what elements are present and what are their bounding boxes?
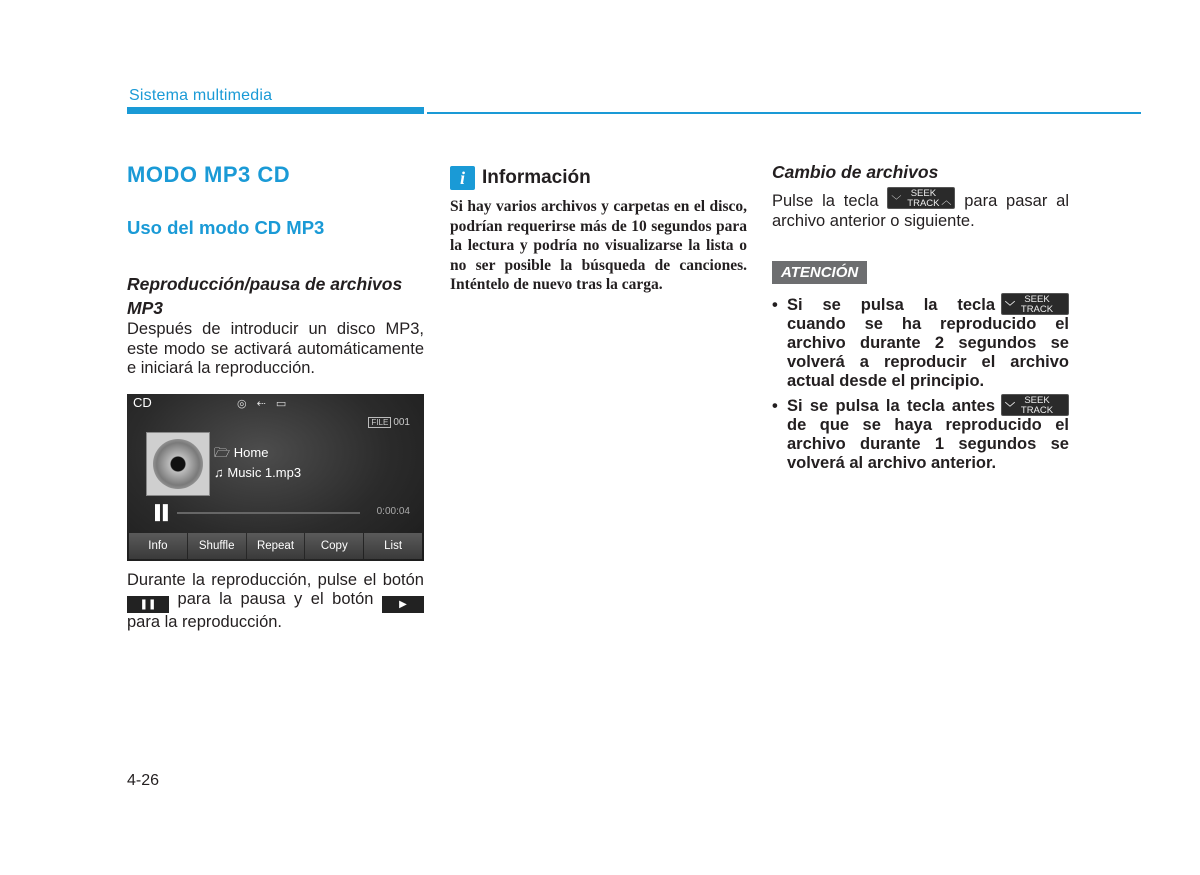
seek-label: SEEK xyxy=(1024,294,1050,305)
instr-text-2: para la pausa y el botón xyxy=(177,590,374,608)
info-icon: i xyxy=(450,166,475,190)
progress-bar xyxy=(177,512,360,514)
playback-instructions xyxy=(127,571,424,633)
pause-icon: ▌▌ xyxy=(155,503,171,520)
main-title: MODO MP3 CD xyxy=(127,162,291,187)
screen-copy-button: Copy xyxy=(305,533,363,559)
disc-status-icon: ◎ xyxy=(237,397,257,410)
instr-text-1: Durante la reproducción, pulse el botón xyxy=(127,570,424,589)
file-change-heading: Cambio de archivos xyxy=(772,162,939,182)
playback-heading: Reproducción/pausa de archivos MP3 xyxy=(127,274,403,318)
section-label: Sistema multimedia xyxy=(129,87,273,104)
attention-item-2 xyxy=(772,397,1069,473)
info-title: Información xyxy=(482,167,591,188)
file-tag: FILE xyxy=(368,417,391,428)
track-label: TRACK xyxy=(1020,303,1054,315)
page-number: 4-26 xyxy=(127,772,160,789)
track-label: TRACK xyxy=(1020,404,1054,416)
info-header xyxy=(450,166,747,190)
cd-screen-image xyxy=(127,394,424,561)
album-art xyxy=(146,432,210,496)
usb-icon: ⇠ xyxy=(256,397,276,410)
screen-list-button: List xyxy=(364,533,422,559)
sub-title: Uso del modo CD MP3 xyxy=(127,217,325,238)
screen-shuffle-button: Shuffle xyxy=(188,533,246,559)
track-name: Music 1.mp3 xyxy=(227,464,302,480)
chevron-down-icon: ﹀ xyxy=(891,196,902,207)
chevron-down-icon: • ﹀ xyxy=(1005,302,1015,313)
aux-icon: ▭ xyxy=(275,397,297,410)
folder-name: Home xyxy=(233,444,269,460)
track-row xyxy=(214,465,301,480)
screen-status-icons xyxy=(237,397,296,410)
seek-track-key-icon xyxy=(887,187,955,209)
elapsed-time: 0:00:04 xyxy=(376,505,410,517)
play-button-icon: ▶ xyxy=(382,596,424,613)
track-label: TRACK xyxy=(907,197,940,209)
middle-column xyxy=(450,166,747,295)
chevron-down-icon: • ﹀ xyxy=(1005,403,1015,414)
screen-repeat-button: Repeat xyxy=(247,533,305,559)
attention-item-1 xyxy=(772,296,1069,391)
change-text-1: Pulse la tecla xyxy=(772,192,879,210)
file-number: 001 xyxy=(393,416,410,428)
intro-text: Después de introducir un disco MP3, este modo se activará automáticamente e iniciará la reproducción. xyxy=(127,320,424,377)
attention-badge: ATENCIÓN xyxy=(772,261,867,284)
change-text-2: para pasar al archivo anterior o siguiente. xyxy=(772,192,1069,230)
instr-text-3: para la reproducción. xyxy=(127,613,283,631)
left-column xyxy=(127,160,424,633)
seek-track-key-icon xyxy=(1001,394,1069,416)
seek-label: SEEK xyxy=(910,188,937,199)
attention-list xyxy=(772,296,1069,473)
screen-mode-label: CD xyxy=(133,394,152,410)
music-note-icon: ♫ xyxy=(214,464,224,480)
screen-info-button: Info xyxy=(129,533,187,559)
file-change-text xyxy=(772,187,1069,231)
header-rule-thin xyxy=(427,112,1141,114)
header-rule-thick xyxy=(127,107,424,114)
screen-button-bar xyxy=(129,533,422,559)
chevron-up-icon: ︿ xyxy=(941,196,952,207)
right-column xyxy=(772,160,1069,473)
bullet1-text-b: cuando se ha reproducido el archivo durante 2 segundos se volverá a reproducir el archivo actual desde el principio. xyxy=(787,315,1069,390)
info-text: Si hay varios archivos y carpetas en el disco, podrían requerirse más de 10 segundos para la lectura y podría no visualizarse la lista o no ser posible la búsqueda de canciones. Inténtelo de nuevo tras la carga. xyxy=(450,198,747,293)
folder-row xyxy=(214,444,268,466)
pause-button-icon: ❚❚ xyxy=(127,596,169,613)
file-counter xyxy=(368,417,410,428)
disc-icon xyxy=(153,439,203,489)
bullet1-text-a: Si se pulsa la tecla xyxy=(787,296,995,314)
bullet2-text-a: Si se pulsa la tecla xyxy=(787,397,945,415)
bullet2-text-b: antes de que se haya reproducido el archivo durante 1 segundos se volverá al archivo anterior. xyxy=(787,397,1069,472)
seek-track-key-icon xyxy=(1001,293,1069,315)
folder-icon: 🗁 xyxy=(214,444,231,460)
seek-label: SEEK xyxy=(1024,395,1050,406)
